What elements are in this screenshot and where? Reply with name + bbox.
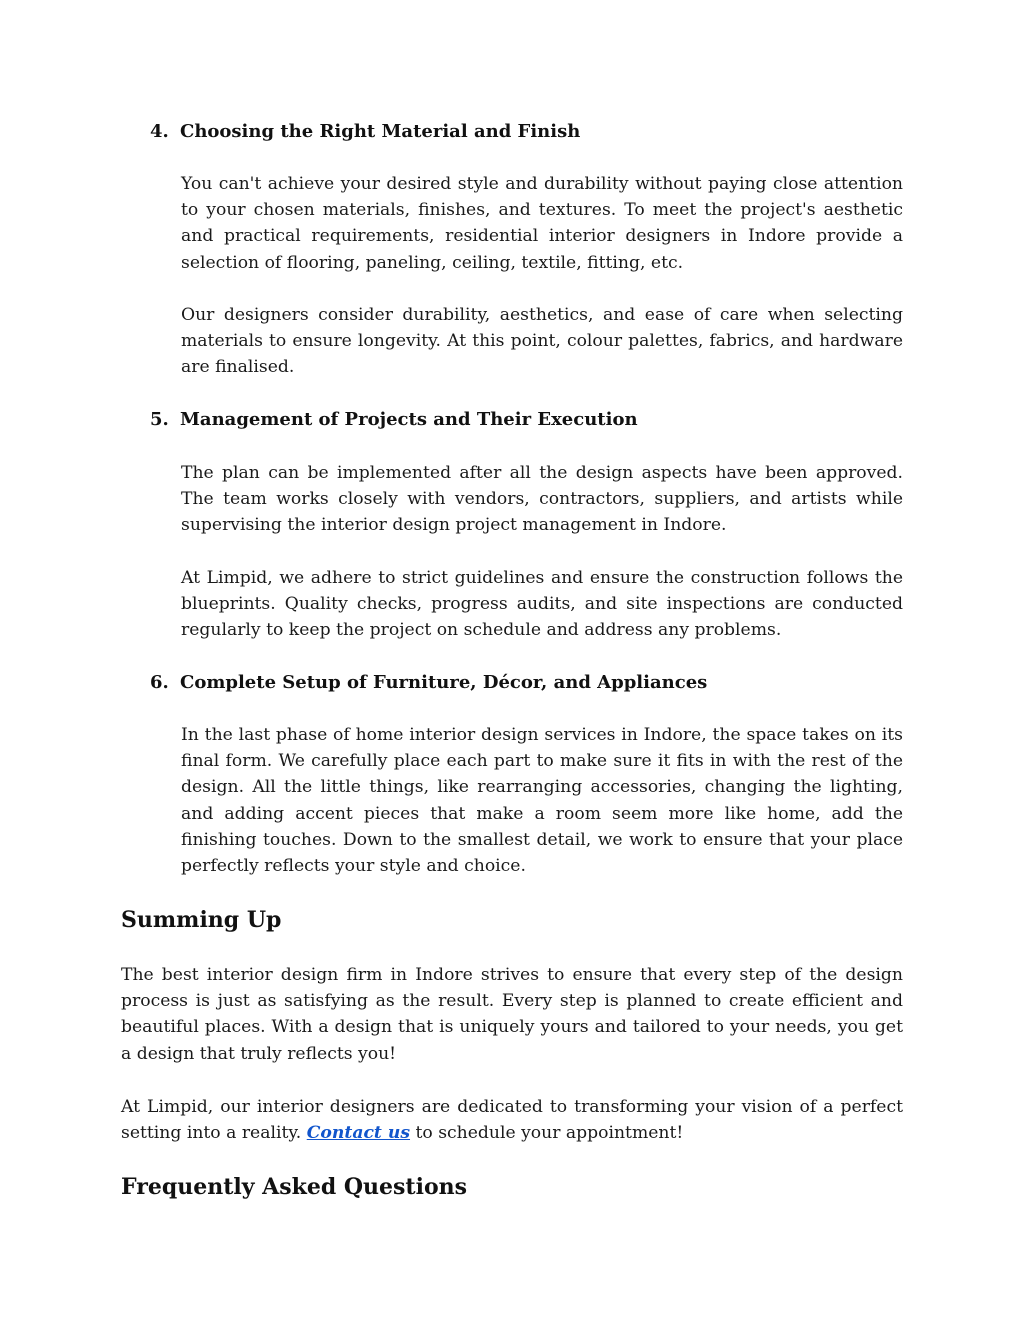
step-5-paragraph-1: The plan can be implemented after all the design aspects have been approved. The team works closely with vendors, contractors, suppliers, and artists while supervising the interior design project management in Indore. xyxy=(181,463,903,536)
step-6-title: Complete Setup of Furniture, Décor, and Appliances xyxy=(180,672,708,693)
step-4-paragraph-2: Our designers consider durability, aesthetics, and ease of care when selecting materials to ensure longevity. At this point, colour palettes, fabrics, and hardware are finalised. xyxy=(181,305,903,378)
step-5-number: 5. xyxy=(150,409,169,430)
step-5-heading xyxy=(150,407,910,433)
summing-up-paragraph-1: The best interior design firm in Indore strives to ensure that every step of the design process is just as satisfying as the result. Every step is planned to create efficient and beautiful places. With a design that is uniquely yours and tailored to your needs, you get a design that truly reflects you! xyxy=(121,965,903,1064)
step-5-title: Management of Projects and Their Execution xyxy=(180,409,638,430)
summing-up-text-before-link: At Limpid, our interior designers are dedicated to transforming your vision of a perfect setting into a reality. xyxy=(121,1097,903,1144)
summing-up-heading: Summing Up xyxy=(121,907,282,933)
step-5-paragraph-2: At Limpid, we adhere to strict guidelines and ensure the construction follows the blueprints. Quality checks, progress audits, and site inspections are conducted regularly to keep the project on schedule and address any problems. xyxy=(181,568,903,641)
step-6-heading xyxy=(150,670,910,696)
step-4-paragraph-1: You can't achieve your desired style and durability without paying close attention to your chosen materials, finishes, and textures. To meet the project's aesthetic and practical requirements, residential interior designers in Indore provide a selection of flooring, paneling, ceiling, textile, fitting, etc. xyxy=(181,174,903,273)
summing-up-paragraph-2 xyxy=(121,1094,903,1146)
faq-heading: Frequently Asked Questions xyxy=(121,1174,468,1200)
step-4-heading xyxy=(150,119,910,145)
step-4-number: 4. xyxy=(150,121,169,142)
contact-us-link[interactable]: Contact us xyxy=(306,1123,411,1144)
step-6-paragraph-1: In the last phase of home interior design services in Indore, the space takes on its final form. We carefully place each part to make sure it fits in with the rest of the design. All the little things, like rearranging accessories, changing the lighting, and adding accent pieces that make a room seem more like home, add the finishing touches. Down to the smallest detail, we work to ensure that your place perfectly reflects your style and choice. xyxy=(181,725,903,877)
step-6-number: 6. xyxy=(150,672,169,693)
step-4-title: Choosing the Right Material and Finish xyxy=(180,121,581,142)
summing-up-text-after-link: to schedule your appointment! xyxy=(410,1123,684,1144)
